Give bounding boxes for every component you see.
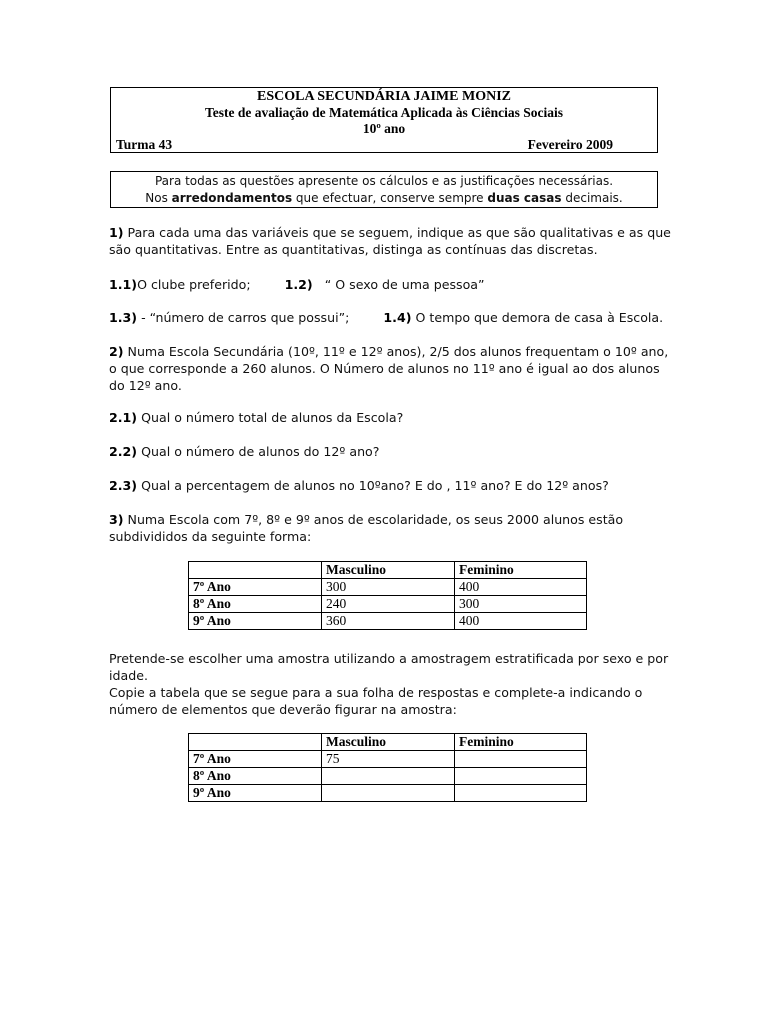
instructions-line-2 bbox=[111, 190, 657, 207]
question-2-1 bbox=[109, 409, 403, 426]
question-2 bbox=[109, 343, 668, 394]
q3-after-text: número de elementos que deverão figurar na amostra: bbox=[109, 702, 457, 717]
question-2-2 bbox=[109, 443, 379, 460]
header-box bbox=[110, 87, 658, 153]
q1-2-text: “ O sexo de uma pessoa” bbox=[324, 277, 485, 292]
q2-3-number: 2.3) bbox=[109, 478, 138, 493]
table-cell: 8º Ano bbox=[189, 596, 322, 613]
table-cell bbox=[322, 768, 455, 785]
table-header-cell: Masculino bbox=[322, 734, 455, 751]
table-cell bbox=[455, 751, 587, 768]
table-cell: 9º Ano bbox=[189, 785, 322, 802]
q1-1-number: 1.1) bbox=[109, 277, 138, 292]
q2-number: 2) bbox=[109, 344, 124, 359]
table-cell: 400 bbox=[455, 613, 587, 630]
q3-after-text: Pretende-se escolher uma amostra utilizando a amostragem estratificada por sexo e por bbox=[109, 651, 669, 666]
table-header-row bbox=[189, 562, 587, 579]
table-header-cell: Masculino bbox=[322, 562, 455, 579]
table-header-cell bbox=[189, 734, 322, 751]
q2-text-cont2: do 12º ano. bbox=[109, 378, 182, 393]
q1-text: Para cada uma das variáveis que se seguem, indique as que são qualitativas e as que bbox=[123, 225, 671, 240]
q1-2-number: 1.2) bbox=[284, 277, 313, 292]
q2-text-cont: o que corresponde a 260 alunos. O Número de alunos no 11º ano é igual ao dos alunos bbox=[109, 361, 660, 376]
question-2-3 bbox=[109, 477, 609, 494]
table-cell: 9º Ano bbox=[189, 613, 322, 630]
q1-3-number: 1.3) bbox=[109, 310, 138, 325]
table-row bbox=[189, 613, 587, 630]
question-1 bbox=[109, 224, 671, 258]
instructions-box bbox=[110, 171, 658, 208]
q3-text-cont: subdivididos da seguinte forma: bbox=[109, 529, 312, 544]
q1-text-cont: são quantitativas. Entre as quantitativas, distinga as contínuas das discretas. bbox=[109, 242, 598, 257]
q2-3-text: Qual a percentagem de alunos no 10ºano? E do , 11º ano? E do 12º anos? bbox=[137, 478, 609, 493]
table-row bbox=[189, 785, 587, 802]
table-cell bbox=[322, 785, 455, 802]
q3-number: 3) bbox=[109, 512, 124, 527]
question-3 bbox=[109, 511, 623, 545]
table-cell: 7º Ano bbox=[189, 751, 322, 768]
table-header-cell: Feminino bbox=[455, 562, 587, 579]
instr-bold-rounding: arredondamentos bbox=[171, 191, 293, 205]
q3-text: Numa Escola com 7º, 8º e 9º anos de escolaridade, os seus 2000 alunos estão bbox=[123, 512, 624, 527]
table-cell bbox=[455, 785, 587, 802]
table-row bbox=[189, 751, 587, 768]
q1-4-text: O tempo que demora de casa à Escola. bbox=[411, 310, 664, 325]
instr-bold-decimals: duas casas bbox=[487, 191, 562, 205]
table-cell: 300 bbox=[322, 579, 455, 596]
q2-1-number: 2.1) bbox=[109, 410, 138, 425]
sample-table bbox=[188, 733, 587, 802]
q2-2-text: Qual o número de alunos do 12º ano? bbox=[137, 444, 380, 459]
table-header-cell: Feminino bbox=[455, 734, 587, 751]
table-cell: 240 bbox=[322, 596, 455, 613]
class-date-row bbox=[111, 137, 657, 153]
question-1-3-1-4 bbox=[109, 309, 663, 326]
q1-4-number: 1.4) bbox=[383, 310, 412, 325]
school-name: ESCOLA SECUNDÁRIA JAIME MONIZ bbox=[257, 89, 511, 104]
table-cell: 7º Ano bbox=[189, 579, 322, 596]
date-label: Fevereiro 2009 bbox=[527, 137, 613, 152]
q3-after-text: Copie a tabela que se segue para a sua folha de respostas e complete-a indicando o bbox=[109, 685, 643, 700]
instructions-line-1: Para todas as questões apresente os cálculos e as justificações necessárias. bbox=[154, 174, 614, 188]
q1-3-text: - “número de carros que possui”; bbox=[137, 310, 350, 325]
q2-2-number: 2.2) bbox=[109, 444, 138, 459]
students-table bbox=[188, 561, 587, 630]
school-year: 10º ano bbox=[362, 121, 406, 136]
class-label: Turma 43 bbox=[116, 137, 173, 152]
table-cell: 75 bbox=[322, 751, 455, 768]
table-header-cell bbox=[189, 562, 322, 579]
instr-text: Nos bbox=[145, 191, 172, 205]
q1-number: 1) bbox=[109, 225, 124, 240]
table-cell: 400 bbox=[455, 579, 587, 596]
question-1-1-1-2 bbox=[109, 276, 485, 293]
q1-1-text: O clube preferido; bbox=[137, 277, 251, 292]
q2-1-text: Qual o número total de alunos da Escola? bbox=[137, 410, 404, 425]
q2-text: Numa Escola Secundária (10º, 11º e 12º anos), 2/5 dos alunos frequentam o 10º ano, bbox=[123, 344, 669, 359]
table-cell: 300 bbox=[455, 596, 587, 613]
table-cell: 360 bbox=[322, 613, 455, 630]
instr-text: decimais. bbox=[561, 191, 623, 205]
instr-text: que efectuar, conserve sempre bbox=[292, 191, 488, 205]
question-3-instructions bbox=[109, 650, 668, 718]
table-header-row bbox=[189, 734, 587, 751]
test-title: Teste de avaliação de Matemática Aplicada às Ciências Sociais bbox=[205, 105, 563, 120]
table-row bbox=[189, 596, 587, 613]
table-cell bbox=[455, 768, 587, 785]
table-row bbox=[189, 579, 587, 596]
q3-after-text: idade. bbox=[109, 668, 148, 683]
table-cell: 8º Ano bbox=[189, 768, 322, 785]
table-row bbox=[189, 768, 587, 785]
